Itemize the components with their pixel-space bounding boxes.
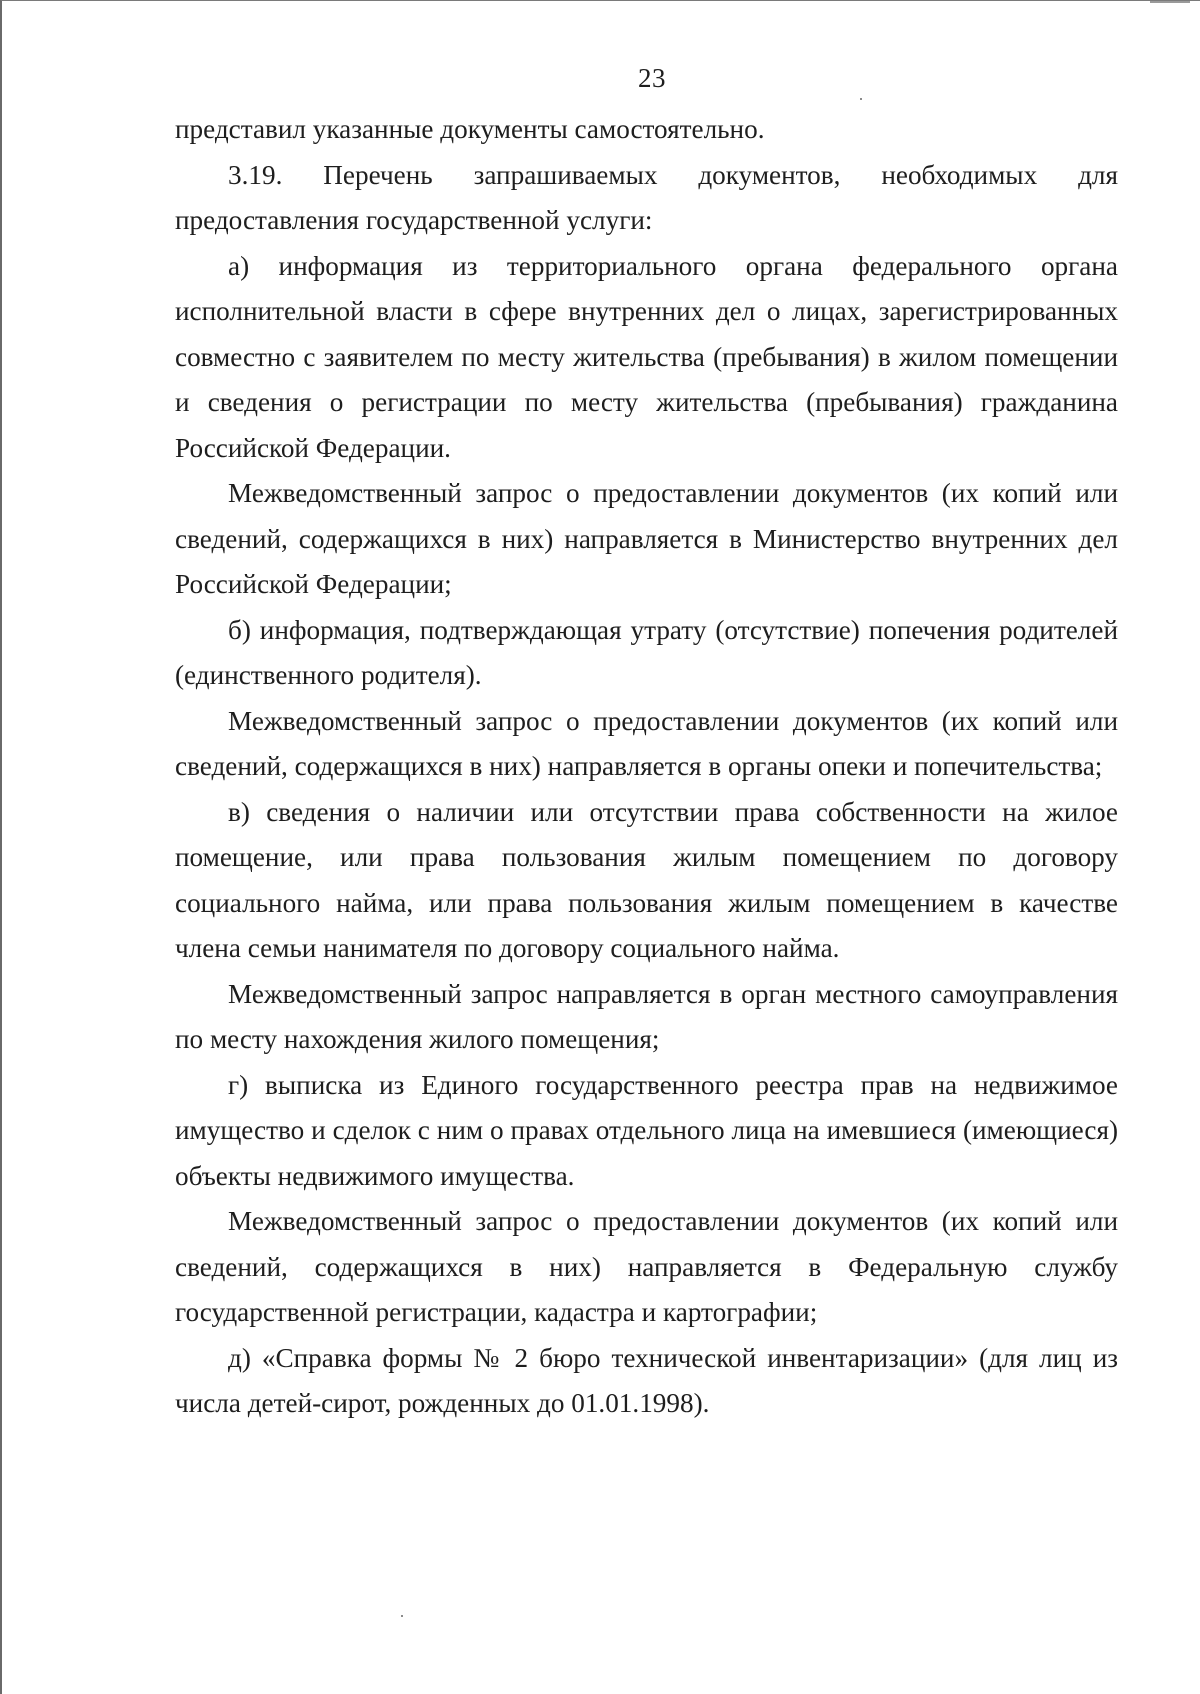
paragraph-continuation: представил указанные документы самостоятельно. [175,114,765,144]
paragraph-item-d: д) «Справка формы № 2 бюро технической инвентаризации» (для лиц из числа детей-сирот, рожденных до 01.01.1998). [175,1342,1118,1418]
scan-speck [860,98,862,100]
document-body [175,107,1118,1427]
scan-speck [401,1615,403,1617]
paragraph-item-v: в) сведения о наличии или отсутствии права собственности на жилое помещение, или права пользования жилым помещением по договору социального найма, или права пользования жилым помещением в качестве члена семьи нанимателя по договору социального найма. [175,796,1118,963]
scan-edge-mark [1150,1,1190,3]
paragraph-request-b: Межведомственный запрос о предоставлении документов (их копий или сведений, содержащихся в них) направляется в органы опеки и попечительства; [175,705,1118,781]
paragraph-item-a: а) информация из территориального органа федерального органа исполнительной власти в сфере внутренних дел о лицах, зарегистрированных совместно с заявителем по месту жительства (пребывания) в жилом помещении и сведения о регистрации по месту жительства (пребывания) гражданина Российской Федерации. [175,250,1118,463]
paragraph-request-v: Межведомственный запрос направляется в орган местного самоуправления по месту нахождения жилого помещения; [175,978,1118,1054]
page-number: 23 [638,63,666,93]
paragraph-request-g: Межведомственный запрос о предоставлении документов (их копий или сведений, содержащихся в них) направляется в Федеральную службу государственной регистрации, кадастра и картографии; [175,1206,1118,1327]
paragraph-3-19: 3.19. Перечень запрашиваемых документов, необходимых для предоставления государственной услуги: [175,159,1118,235]
paragraph-item-b: б) информация, подтверждающая утрату (отсутствие) попечения родителей (единственного родителя). [175,614,1118,690]
paragraph-request-a: Межведомственный запрос о предоставлении документов (их копий или сведений, содержащихся в них) направляется в Министерство внутренних дел Российской Федерации; [175,478,1118,599]
paragraph-item-g: г) выписка из Единого государственного реестра прав на недвижимое имущество и сделок с ним о правах отдельного лица на имевшиеся (имеющиеся) объекты недвижимого имущества. [175,1069,1118,1191]
